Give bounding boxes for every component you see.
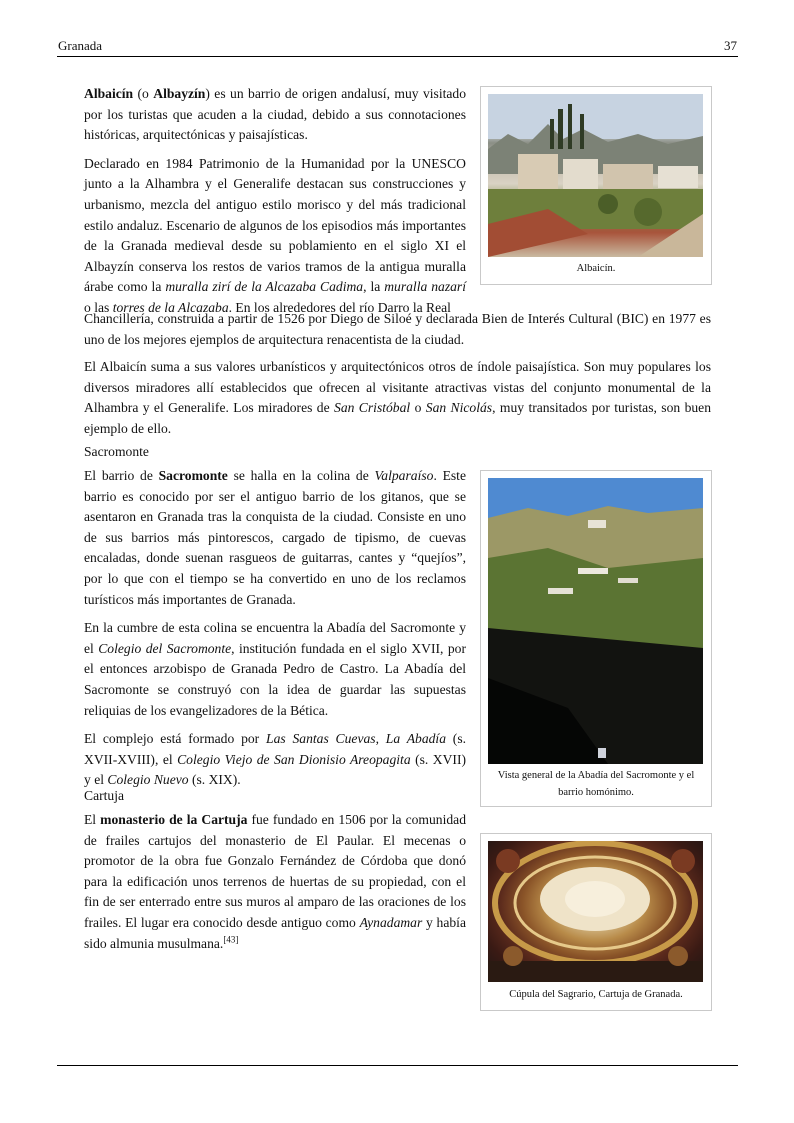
italic-term: La Abadía xyxy=(385,731,446,747)
footer-rule xyxy=(57,1065,738,1066)
albaicin-photo-illustration xyxy=(488,94,703,257)
italic-term: San Cristóbal xyxy=(334,400,411,416)
albaicin-paragraph-2 xyxy=(84,154,466,319)
italic-term: Colegio Nuevo xyxy=(107,772,189,788)
sacromonte-photo xyxy=(488,478,703,764)
term-albayzin: Albayzín xyxy=(153,86,206,101)
italic-term: muralla zirí de la Alcazaba Cadima xyxy=(165,279,364,295)
figure-cupula-caption: Cúpula del Sagrario, Cartuja de Granada. xyxy=(509,989,683,1000)
figure-albaicin-caption: Albaicín. xyxy=(576,263,616,274)
text-run: . En los alrededores del río Darro la Real xyxy=(228,299,451,315)
italic-term: Colegio Viejo de San Dionisio Areopagita xyxy=(177,751,411,767)
sacromonte-heading: Sacromonte xyxy=(84,444,149,459)
text-run: (s. XVII-XVIII), el xyxy=(84,731,467,767)
text-run: El Albaicín suma a sus valores urbanísticos y arquitectónicos otros de índole paisajística. Son muy populares los diversos miradores allí establecidos que ofrecen al visitante atractivas vistas del conjunto monumental de la Alhambra y el Generalife. Los miradores de xyxy=(84,359,711,416)
figure-sacromonte xyxy=(480,470,712,807)
italic-term: San Nicolás xyxy=(425,400,493,416)
text-run: Declarado en 1984 Patrimonio de la Humanidad por la UNESCO junto a la Alhambra y el Generalife destacan sus construcciones y urbanismo, mezcla del antiguo estilo morisco y del más tradicional estilo andaluz. Escenario de algunos de los episodios más importantes de la Granada medieval desde su poblamiento en el siglo XI el Albayzín conserva los restos de varios tramos de la antigua muralla árabe como la xyxy=(84,155,466,295)
sacromonte-section xyxy=(84,466,466,799)
text-run: , la xyxy=(363,279,385,295)
sacromonte-paragraph-1 xyxy=(84,466,466,610)
term-albaicin: Albaicín xyxy=(84,86,134,101)
header-title: Granada xyxy=(58,38,103,53)
text-run: , muy transitados por turistas, son buen ejemplo de ello. xyxy=(84,400,711,436)
text-run: . Este barrio es conocido por ser el antiguo barrio de los gitanos, que se asentaron en Granada tras la conquista de la ciudad. Consiste en uno de sus barrios más pintorescos, cargado de tipismo, de cuevas encaladas, donde suenan rasgueos de guitarras, cantes y “quejíos”, por lo que con el tiempo se ha convertido en uno de los reclamos turísticos más importantes de Granada. xyxy=(84,468,466,607)
cartuja-paragraph-1 xyxy=(84,810,466,954)
albaicin-paragraph-3 xyxy=(84,357,711,439)
text-run: El barrio de xyxy=(84,468,159,483)
term-sacromonte: Sacromonte xyxy=(158,468,228,483)
albaicin-photo xyxy=(488,94,703,257)
albaicin-section xyxy=(84,84,466,327)
text-run: o las xyxy=(84,299,113,315)
figure-cupula xyxy=(480,833,712,1011)
figure-albaicin xyxy=(480,86,712,285)
text-run: El xyxy=(84,812,101,827)
cartuja-section xyxy=(84,810,466,962)
cupula-photo xyxy=(488,841,703,982)
italic-term: Colegio del Sacromonte xyxy=(98,640,232,656)
sacromonte-photo-illustration xyxy=(488,478,703,764)
italic-term: torres de la Alcazaba xyxy=(112,299,229,315)
term-monasterio-cartuja: monasterio de la Cartuja xyxy=(100,812,248,827)
page-number: 37 xyxy=(724,38,737,53)
sacromonte-paragraph-2 xyxy=(84,618,466,721)
text-run: o xyxy=(410,400,426,416)
italic-term: Valparaíso xyxy=(374,468,434,483)
text-run: se halla en la colina de xyxy=(227,468,375,483)
text-run: (s. XIX). xyxy=(188,772,241,788)
text-run: En la cumbre de esta colina se encuentra la Abadía del Sacromonte y el xyxy=(84,620,466,656)
cupula-photo-illustration xyxy=(488,841,703,982)
text-run: , xyxy=(375,731,386,747)
albaicin-paragraph-2-continued: Chancillería, construida a partir de 1526 por Diego de Siloé y declarada Bien de Interés Cultural (BIC) en 1977 es uno de los mejores ejemplos de arquitectura renacentista de la ciudad. xyxy=(84,311,711,347)
albaicin-paragraph-1 xyxy=(84,84,466,146)
header-rule xyxy=(57,56,738,57)
text-run: (o xyxy=(133,86,154,101)
text-run: , institución fundada en el siglo XVII, por el entonces arzobispo de Granada Pedro de Castro. La Abadía del Sacromonte se construyó con la idea de guardar las supuestas reliquias de los evangelizadores de la Bética. xyxy=(84,640,466,718)
text-run: El complejo está formado por xyxy=(84,731,267,747)
text-run: ) es un barrio de origen andalusí, muy visitado por los turistas que acuden a la ciudad, debido a sus connotaciones históricas, arquitectónicas y paisajísticas. xyxy=(84,86,466,143)
cartuja-heading: Cartuja xyxy=(84,788,125,803)
italic-term: muralla nazarí xyxy=(384,279,466,295)
figure-sacromonte-caption: Vista general de la Abadía del Sacromonte y el barrio homónimo. xyxy=(497,770,695,798)
italic-term: Aynadamar xyxy=(359,914,423,930)
text-run: (s. XVII) y el xyxy=(84,751,467,788)
sacromonte-paragraph-3 xyxy=(84,729,466,791)
citation-reference[interactable]: [43] xyxy=(223,934,239,945)
text-run: y había sido almunia musulmana. xyxy=(84,914,466,951)
text-run: fue fundado en 1506 por la comunidad de frailes cartujos del monasterio de El Paular. El mecenas o promotor de la obra fue Gonzalo Fernández de Córdoba que donó para la edificación unos terrenos de huertas de su propiedad, con el fin de ser enterrado entre sus muros al amparo de las oraciones de los frailes. El lugar era conocido desde antiguo como xyxy=(84,812,467,930)
italic-term: Las Santas Cuevas xyxy=(266,731,376,747)
